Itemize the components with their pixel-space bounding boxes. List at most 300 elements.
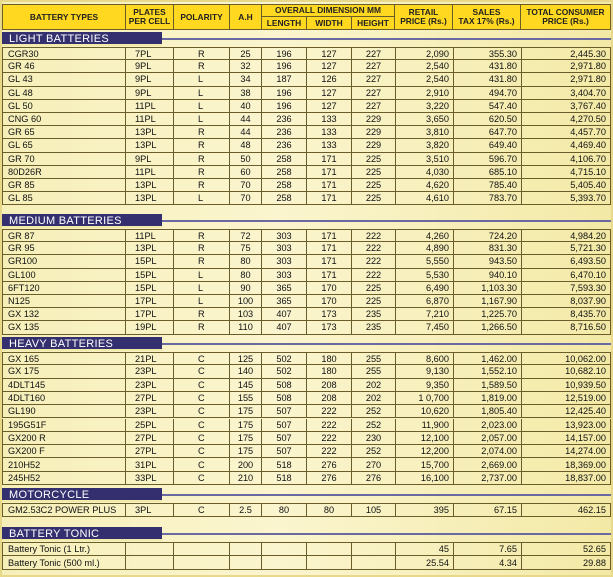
cell-tax: 7.65 bbox=[454, 542, 522, 556]
cell-plates: 13PL bbox=[126, 139, 174, 152]
cell-plates: 17PL bbox=[126, 308, 174, 321]
cell-width: 126 bbox=[307, 73, 352, 86]
cell-ah: 200 bbox=[230, 458, 262, 471]
cell-total: 12,425.40 bbox=[522, 405, 611, 418]
cell-name: GR 95 bbox=[2, 242, 126, 255]
cell-total: 4,457.70 bbox=[522, 126, 611, 139]
cell-name: GR 87 bbox=[2, 229, 126, 242]
cell-height: 222 bbox=[352, 229, 396, 242]
cell-name: GX 165 bbox=[2, 352, 126, 365]
header-battery-types: BATTERY TYPES bbox=[2, 4, 126, 30]
cell-tax: 2,057.00 bbox=[454, 432, 522, 445]
cell-retail: 3,510 bbox=[396, 153, 454, 166]
cell-plates: 27PL bbox=[126, 432, 174, 445]
cell-name: GL 85 bbox=[2, 192, 126, 205]
cell-total: 4,469.40 bbox=[522, 139, 611, 152]
cell-length: 196 bbox=[262, 100, 307, 113]
cell-ah: 25 bbox=[230, 47, 262, 60]
table-header bbox=[2, 2, 611, 30]
header-ah: A.H bbox=[229, 4, 262, 30]
table-row bbox=[2, 503, 611, 517]
cell-tax: 1,805.40 bbox=[454, 405, 522, 418]
cell-height: 235 bbox=[352, 308, 396, 321]
cell-width: 127 bbox=[307, 60, 352, 73]
table-row bbox=[2, 445, 611, 458]
table-row bbox=[2, 282, 611, 295]
cell-width: 171 bbox=[307, 166, 352, 179]
cell-total: 4,715.10 bbox=[522, 166, 611, 179]
cell-total: 10,939.50 bbox=[522, 379, 611, 392]
cell-height: 227 bbox=[352, 100, 396, 113]
section-title: MEDIUM BATTERIES bbox=[2, 214, 162, 228]
cell-name: GL 50 bbox=[2, 100, 126, 113]
cell-retail: 5,550 bbox=[396, 255, 454, 268]
cell-length: 365 bbox=[262, 282, 307, 295]
cell-height: 230 bbox=[352, 432, 396, 445]
cell-retail: 395 bbox=[396, 503, 454, 517]
cell-plates: 23PL bbox=[126, 365, 174, 378]
cell-total: 4,984.20 bbox=[522, 229, 611, 242]
cell-tax: 494.70 bbox=[454, 87, 522, 100]
cell-width: 222 bbox=[307, 432, 352, 445]
cell-name: GL190 bbox=[2, 405, 126, 418]
cell-width: 180 bbox=[307, 365, 352, 378]
table-row bbox=[2, 73, 611, 86]
table-row bbox=[2, 365, 611, 378]
cell-polarity: C bbox=[174, 392, 230, 405]
table-row bbox=[2, 255, 611, 268]
cell-name: N125 bbox=[2, 295, 126, 308]
header-height: HEIGHT bbox=[351, 16, 395, 30]
cell-name: GL100 bbox=[2, 269, 126, 282]
cell-length: 518 bbox=[262, 472, 307, 485]
cell-retail: 7,210 bbox=[396, 308, 454, 321]
cell-plates: 23PL bbox=[126, 405, 174, 418]
cell-plates: 9PL bbox=[126, 60, 174, 73]
cell-width: 222 bbox=[307, 445, 352, 458]
table-row bbox=[2, 229, 611, 242]
cell-polarity bbox=[174, 542, 230, 556]
cell-plates: 9PL bbox=[126, 153, 174, 166]
cell-polarity: L bbox=[174, 113, 230, 126]
cell-width: 80 bbox=[307, 503, 352, 517]
cell-tax: 2,023.00 bbox=[454, 419, 522, 432]
cell-polarity: L bbox=[174, 87, 230, 100]
cell-retail: 2,540 bbox=[396, 73, 454, 86]
cell-polarity: L bbox=[174, 295, 230, 308]
cell-tax: 547.40 bbox=[454, 100, 522, 113]
cell-total: 6,470.10 bbox=[522, 269, 611, 282]
cell-ah: 32 bbox=[230, 60, 262, 73]
cell-polarity: R bbox=[174, 229, 230, 242]
table-row bbox=[2, 166, 611, 179]
cell-polarity: R bbox=[174, 308, 230, 321]
cell-ah: 2.5 bbox=[230, 503, 262, 517]
cell-total: 8,435.70 bbox=[522, 308, 611, 321]
cell-polarity: R bbox=[174, 179, 230, 192]
cell-height: 105 bbox=[352, 503, 396, 517]
cell-plates: 11PL bbox=[126, 100, 174, 113]
cell-total: 4,106.70 bbox=[522, 153, 611, 166]
cell-plates: 11PL bbox=[126, 113, 174, 126]
cell-length: 258 bbox=[262, 179, 307, 192]
cell-retail: 45 bbox=[396, 542, 454, 556]
header-sales-tax: SALES TAX 17% (Rs.) bbox=[452, 4, 521, 30]
cell-ah: 210 bbox=[230, 472, 262, 485]
cell-polarity: C bbox=[174, 458, 230, 471]
cell-height: 229 bbox=[352, 139, 396, 152]
cell-tax: 431.80 bbox=[454, 60, 522, 73]
cell-ah: 80 bbox=[230, 269, 262, 282]
cell-total: 2,971.80 bbox=[522, 60, 611, 73]
cell-tax: 649.40 bbox=[454, 139, 522, 152]
cell-plates: 13PL bbox=[126, 192, 174, 205]
cell-tax: 783.70 bbox=[454, 192, 522, 205]
cell-name: GL 48 bbox=[2, 87, 126, 100]
cell-ah: 48 bbox=[230, 139, 262, 152]
cell-height: 222 bbox=[352, 269, 396, 282]
cell-width: 180 bbox=[307, 352, 352, 365]
cell-tax: 1,103.30 bbox=[454, 282, 522, 295]
cell-name: GX 175 bbox=[2, 365, 126, 378]
cell-width: 173 bbox=[307, 308, 352, 321]
cell-height bbox=[352, 556, 396, 570]
cell-polarity: L bbox=[174, 100, 230, 113]
cell-height bbox=[352, 542, 396, 556]
cell-polarity: C bbox=[174, 405, 230, 418]
cell-ah: 175 bbox=[230, 445, 262, 458]
cell-name: GL 65 bbox=[2, 139, 126, 152]
cell-retail: 2,910 bbox=[396, 87, 454, 100]
cell-plates: 25PL bbox=[126, 419, 174, 432]
cell-polarity: L bbox=[174, 282, 230, 295]
cell-plates: 7PL bbox=[126, 47, 174, 60]
cell-polarity: C bbox=[174, 352, 230, 365]
table-row bbox=[2, 139, 611, 152]
cell-height: 202 bbox=[352, 392, 396, 405]
cell-retail: 6,870 bbox=[396, 295, 454, 308]
table-row bbox=[2, 458, 611, 471]
cell-total: 2,445.30 bbox=[522, 47, 611, 60]
cell-length: 518 bbox=[262, 458, 307, 471]
cell-ah: 125 bbox=[230, 352, 262, 365]
cell-width: 171 bbox=[307, 179, 352, 192]
cell-tax: 2,074.00 bbox=[454, 445, 522, 458]
cell-width: 133 bbox=[307, 113, 352, 126]
cell-ah: 140 bbox=[230, 365, 262, 378]
cell-length: 196 bbox=[262, 87, 307, 100]
cell-height: 222 bbox=[352, 242, 396, 255]
cell-width: 133 bbox=[307, 139, 352, 152]
section-title: HEAVY BATTERIES bbox=[2, 337, 162, 351]
cell-retail: 4,620 bbox=[396, 179, 454, 192]
cell-tax: 620.50 bbox=[454, 113, 522, 126]
cell-total: 8,037.90 bbox=[522, 295, 611, 308]
table-row bbox=[2, 269, 611, 282]
cell-tax: 943.50 bbox=[454, 255, 522, 268]
cell-polarity: R bbox=[174, 255, 230, 268]
cell-tax: 2,669.00 bbox=[454, 458, 522, 471]
cell-ah bbox=[230, 556, 262, 570]
cell-width: 171 bbox=[307, 269, 352, 282]
cell-height: 227 bbox=[352, 47, 396, 60]
cell-retail: 3,820 bbox=[396, 139, 454, 152]
table-row bbox=[2, 419, 611, 432]
cell-length: 258 bbox=[262, 192, 307, 205]
cell-polarity bbox=[174, 556, 230, 570]
cell-length: 502 bbox=[262, 365, 307, 378]
cell-retail: 2,090 bbox=[396, 47, 454, 60]
table-row bbox=[2, 113, 611, 126]
table-row bbox=[2, 179, 611, 192]
section-title: LIGHT BATTERIES bbox=[2, 32, 162, 46]
table-row bbox=[2, 100, 611, 113]
cell-length bbox=[262, 556, 307, 570]
cell-height: 270 bbox=[352, 458, 396, 471]
header-length: LENGTH bbox=[261, 16, 307, 30]
cell-length: 507 bbox=[262, 405, 307, 418]
cell-width: 276 bbox=[307, 458, 352, 471]
cell-height: 225 bbox=[352, 153, 396, 166]
cell-tax: 724.20 bbox=[454, 229, 522, 242]
cell-length: 303 bbox=[262, 269, 307, 282]
cell-total: 6,493.50 bbox=[522, 255, 611, 268]
cell-plates: 23PL bbox=[126, 379, 174, 392]
cell-polarity: R bbox=[174, 166, 230, 179]
cell-ah: 100 bbox=[230, 295, 262, 308]
cell-width: 171 bbox=[307, 153, 352, 166]
cell-length: 303 bbox=[262, 229, 307, 242]
cell-length: 303 bbox=[262, 242, 307, 255]
cell-tax: 1,589.50 bbox=[454, 379, 522, 392]
cell-length: 507 bbox=[262, 432, 307, 445]
cell-tax: 355.30 bbox=[454, 47, 522, 60]
cell-name: Battery Tonic (1 Ltr.) bbox=[2, 542, 126, 556]
cell-ah bbox=[230, 542, 262, 556]
cell-height: 227 bbox=[352, 60, 396, 73]
cell-plates: 13PL bbox=[126, 242, 174, 255]
cell-polarity: R bbox=[174, 47, 230, 60]
cell-polarity: R bbox=[174, 321, 230, 334]
header-retail-price: RETAIL PRICE (Rs.) bbox=[394, 4, 453, 30]
cell-retail: 6,490 bbox=[396, 282, 454, 295]
cell-width: 127 bbox=[307, 87, 352, 100]
cell-ah: 110 bbox=[230, 321, 262, 334]
header-polarity: POLARITY bbox=[173, 4, 230, 30]
table-row bbox=[2, 352, 611, 365]
cell-retail: 8,600 bbox=[396, 352, 454, 365]
cell-tax: 831.30 bbox=[454, 242, 522, 255]
cell-length: 236 bbox=[262, 113, 307, 126]
cell-name: Battery Tonic (500 ml.) bbox=[2, 556, 126, 570]
cell-height: 225 bbox=[352, 295, 396, 308]
cell-polarity: C bbox=[174, 472, 230, 485]
cell-retail: 1 0,700 bbox=[396, 392, 454, 405]
cell-plates: 15PL bbox=[126, 282, 174, 295]
cell-polarity: C bbox=[174, 503, 230, 517]
cell-plates: 3PL bbox=[126, 503, 174, 517]
table-row bbox=[2, 87, 611, 100]
cell-retail: 2,540 bbox=[396, 60, 454, 73]
table-row bbox=[2, 321, 611, 334]
cell-height: 252 bbox=[352, 419, 396, 432]
cell-height: 225 bbox=[352, 282, 396, 295]
cell-name: GX 132 bbox=[2, 308, 126, 321]
cell-ah: 60 bbox=[230, 166, 262, 179]
cell-length: 258 bbox=[262, 153, 307, 166]
cell-name: GM2.53C2 POWER PLUS bbox=[2, 503, 126, 517]
cell-tax: 1,552.10 bbox=[454, 365, 522, 378]
cell-ah: 145 bbox=[230, 379, 262, 392]
table-row bbox=[2, 308, 611, 321]
cell-length: 196 bbox=[262, 47, 307, 60]
cell-width: 208 bbox=[307, 392, 352, 405]
cell-tax: 785.40 bbox=[454, 179, 522, 192]
cell-tax: 4.34 bbox=[454, 556, 522, 570]
section-divider bbox=[162, 343, 611, 345]
cell-name: 6FT120 bbox=[2, 282, 126, 295]
cell-polarity: C bbox=[174, 432, 230, 445]
cell-retail: 25.54 bbox=[396, 556, 454, 570]
cell-plates: 13PL bbox=[126, 179, 174, 192]
cell-tax: 67.15 bbox=[454, 503, 522, 517]
cell-ah: 70 bbox=[230, 179, 262, 192]
cell-name: GL 43 bbox=[2, 73, 126, 86]
cell-width: 276 bbox=[307, 472, 352, 485]
cell-height: 225 bbox=[352, 192, 396, 205]
table-row bbox=[2, 542, 611, 556]
cell-retail: 9,350 bbox=[396, 379, 454, 392]
section-divider bbox=[162, 38, 611, 40]
cell-length: 502 bbox=[262, 352, 307, 365]
cell-ah: 90 bbox=[230, 282, 262, 295]
cell-total: 18,369.00 bbox=[522, 458, 611, 471]
cell-length: 507 bbox=[262, 445, 307, 458]
cell-plates: 27PL bbox=[126, 392, 174, 405]
table-row bbox=[2, 295, 611, 308]
table-row bbox=[2, 392, 611, 405]
cell-total: 7,593.30 bbox=[522, 282, 611, 295]
cell-length: 236 bbox=[262, 139, 307, 152]
cell-height: 235 bbox=[352, 321, 396, 334]
cell-tax: 1,167.90 bbox=[454, 295, 522, 308]
cell-plates: 11PL bbox=[126, 166, 174, 179]
cell-width: 208 bbox=[307, 379, 352, 392]
table-row bbox=[2, 379, 611, 392]
cell-name: GX 135 bbox=[2, 321, 126, 334]
section-divider bbox=[162, 494, 611, 496]
cell-width: 171 bbox=[307, 192, 352, 205]
table-row bbox=[2, 405, 611, 418]
price-list-sheet bbox=[2, 2, 611, 575]
cell-retail: 3,650 bbox=[396, 113, 454, 126]
cell-retail: 3,220 bbox=[396, 100, 454, 113]
cell-height: 225 bbox=[352, 166, 396, 179]
cell-height: 225 bbox=[352, 179, 396, 192]
cell-tax: 647.70 bbox=[454, 126, 522, 139]
cell-total: 5,405.40 bbox=[522, 179, 611, 192]
cell-length: 508 bbox=[262, 392, 307, 405]
cell-width: 173 bbox=[307, 321, 352, 334]
cell-ah: 44 bbox=[230, 126, 262, 139]
cell-width bbox=[307, 542, 352, 556]
cell-plates: 27PL bbox=[126, 445, 174, 458]
cell-name: 80D26R bbox=[2, 166, 126, 179]
cell-ah: 155 bbox=[230, 392, 262, 405]
cell-tax: 2,737.00 bbox=[454, 472, 522, 485]
cell-ah: 103 bbox=[230, 308, 262, 321]
cell-total: 10,682.10 bbox=[522, 365, 611, 378]
cell-retail: 3,810 bbox=[396, 126, 454, 139]
cell-total: 3,767.40 bbox=[522, 100, 611, 113]
table-row bbox=[2, 242, 611, 255]
cell-total: 14,274.00 bbox=[522, 445, 611, 458]
cell-plates: 15PL bbox=[126, 255, 174, 268]
cell-name: CNG 60 bbox=[2, 113, 126, 126]
table-row bbox=[2, 472, 611, 485]
section-title: MOTORCYCLE bbox=[2, 488, 162, 502]
cell-total: 8,716.50 bbox=[522, 321, 611, 334]
cell-plates bbox=[126, 556, 174, 570]
cell-tax: 1,266.50 bbox=[454, 321, 522, 334]
cell-width: 222 bbox=[307, 419, 352, 432]
section-divider bbox=[162, 220, 611, 222]
cell-total: 5,393.70 bbox=[522, 192, 611, 205]
cell-name: GR 70 bbox=[2, 153, 126, 166]
table-row bbox=[2, 556, 611, 570]
cell-ah: 34 bbox=[230, 73, 262, 86]
cell-plates bbox=[126, 542, 174, 556]
cell-total: 18,837.00 bbox=[522, 472, 611, 485]
cell-retail: 4,030 bbox=[396, 166, 454, 179]
cell-height: 222 bbox=[352, 255, 396, 268]
cell-length: 236 bbox=[262, 126, 307, 139]
cell-width: 127 bbox=[307, 100, 352, 113]
cell-length bbox=[262, 542, 307, 556]
table-row bbox=[2, 126, 611, 139]
header-width: WIDTH bbox=[306, 16, 352, 30]
table-row bbox=[2, 153, 611, 166]
cell-ah: 75 bbox=[230, 242, 262, 255]
cell-polarity: L bbox=[174, 73, 230, 86]
table-row bbox=[2, 47, 611, 60]
cell-name: 4DLT145 bbox=[2, 379, 126, 392]
cell-plates: 31PL bbox=[126, 458, 174, 471]
cell-plates: 9PL bbox=[126, 87, 174, 100]
cell-polarity: R bbox=[174, 153, 230, 166]
cell-ah: 175 bbox=[230, 432, 262, 445]
cell-total: 10,062.00 bbox=[522, 352, 611, 365]
cell-width: 127 bbox=[307, 47, 352, 60]
cell-height: 227 bbox=[352, 87, 396, 100]
cell-width: 222 bbox=[307, 405, 352, 418]
cell-length: 258 bbox=[262, 166, 307, 179]
cell-name: GR 46 bbox=[2, 60, 126, 73]
cell-length: 365 bbox=[262, 295, 307, 308]
cell-length: 187 bbox=[262, 73, 307, 86]
cell-plates: 33PL bbox=[126, 472, 174, 485]
cell-total: 5,721.30 bbox=[522, 242, 611, 255]
cell-name: GR100 bbox=[2, 255, 126, 268]
cell-plates: 15PL bbox=[126, 269, 174, 282]
cell-polarity: R bbox=[174, 126, 230, 139]
cell-retail: 4,890 bbox=[396, 242, 454, 255]
cell-tax: 431.80 bbox=[454, 73, 522, 86]
cell-width bbox=[307, 556, 352, 570]
cell-retail: 15,700 bbox=[396, 458, 454, 471]
cell-total: 4,270.50 bbox=[522, 113, 611, 126]
cell-ah: 175 bbox=[230, 405, 262, 418]
